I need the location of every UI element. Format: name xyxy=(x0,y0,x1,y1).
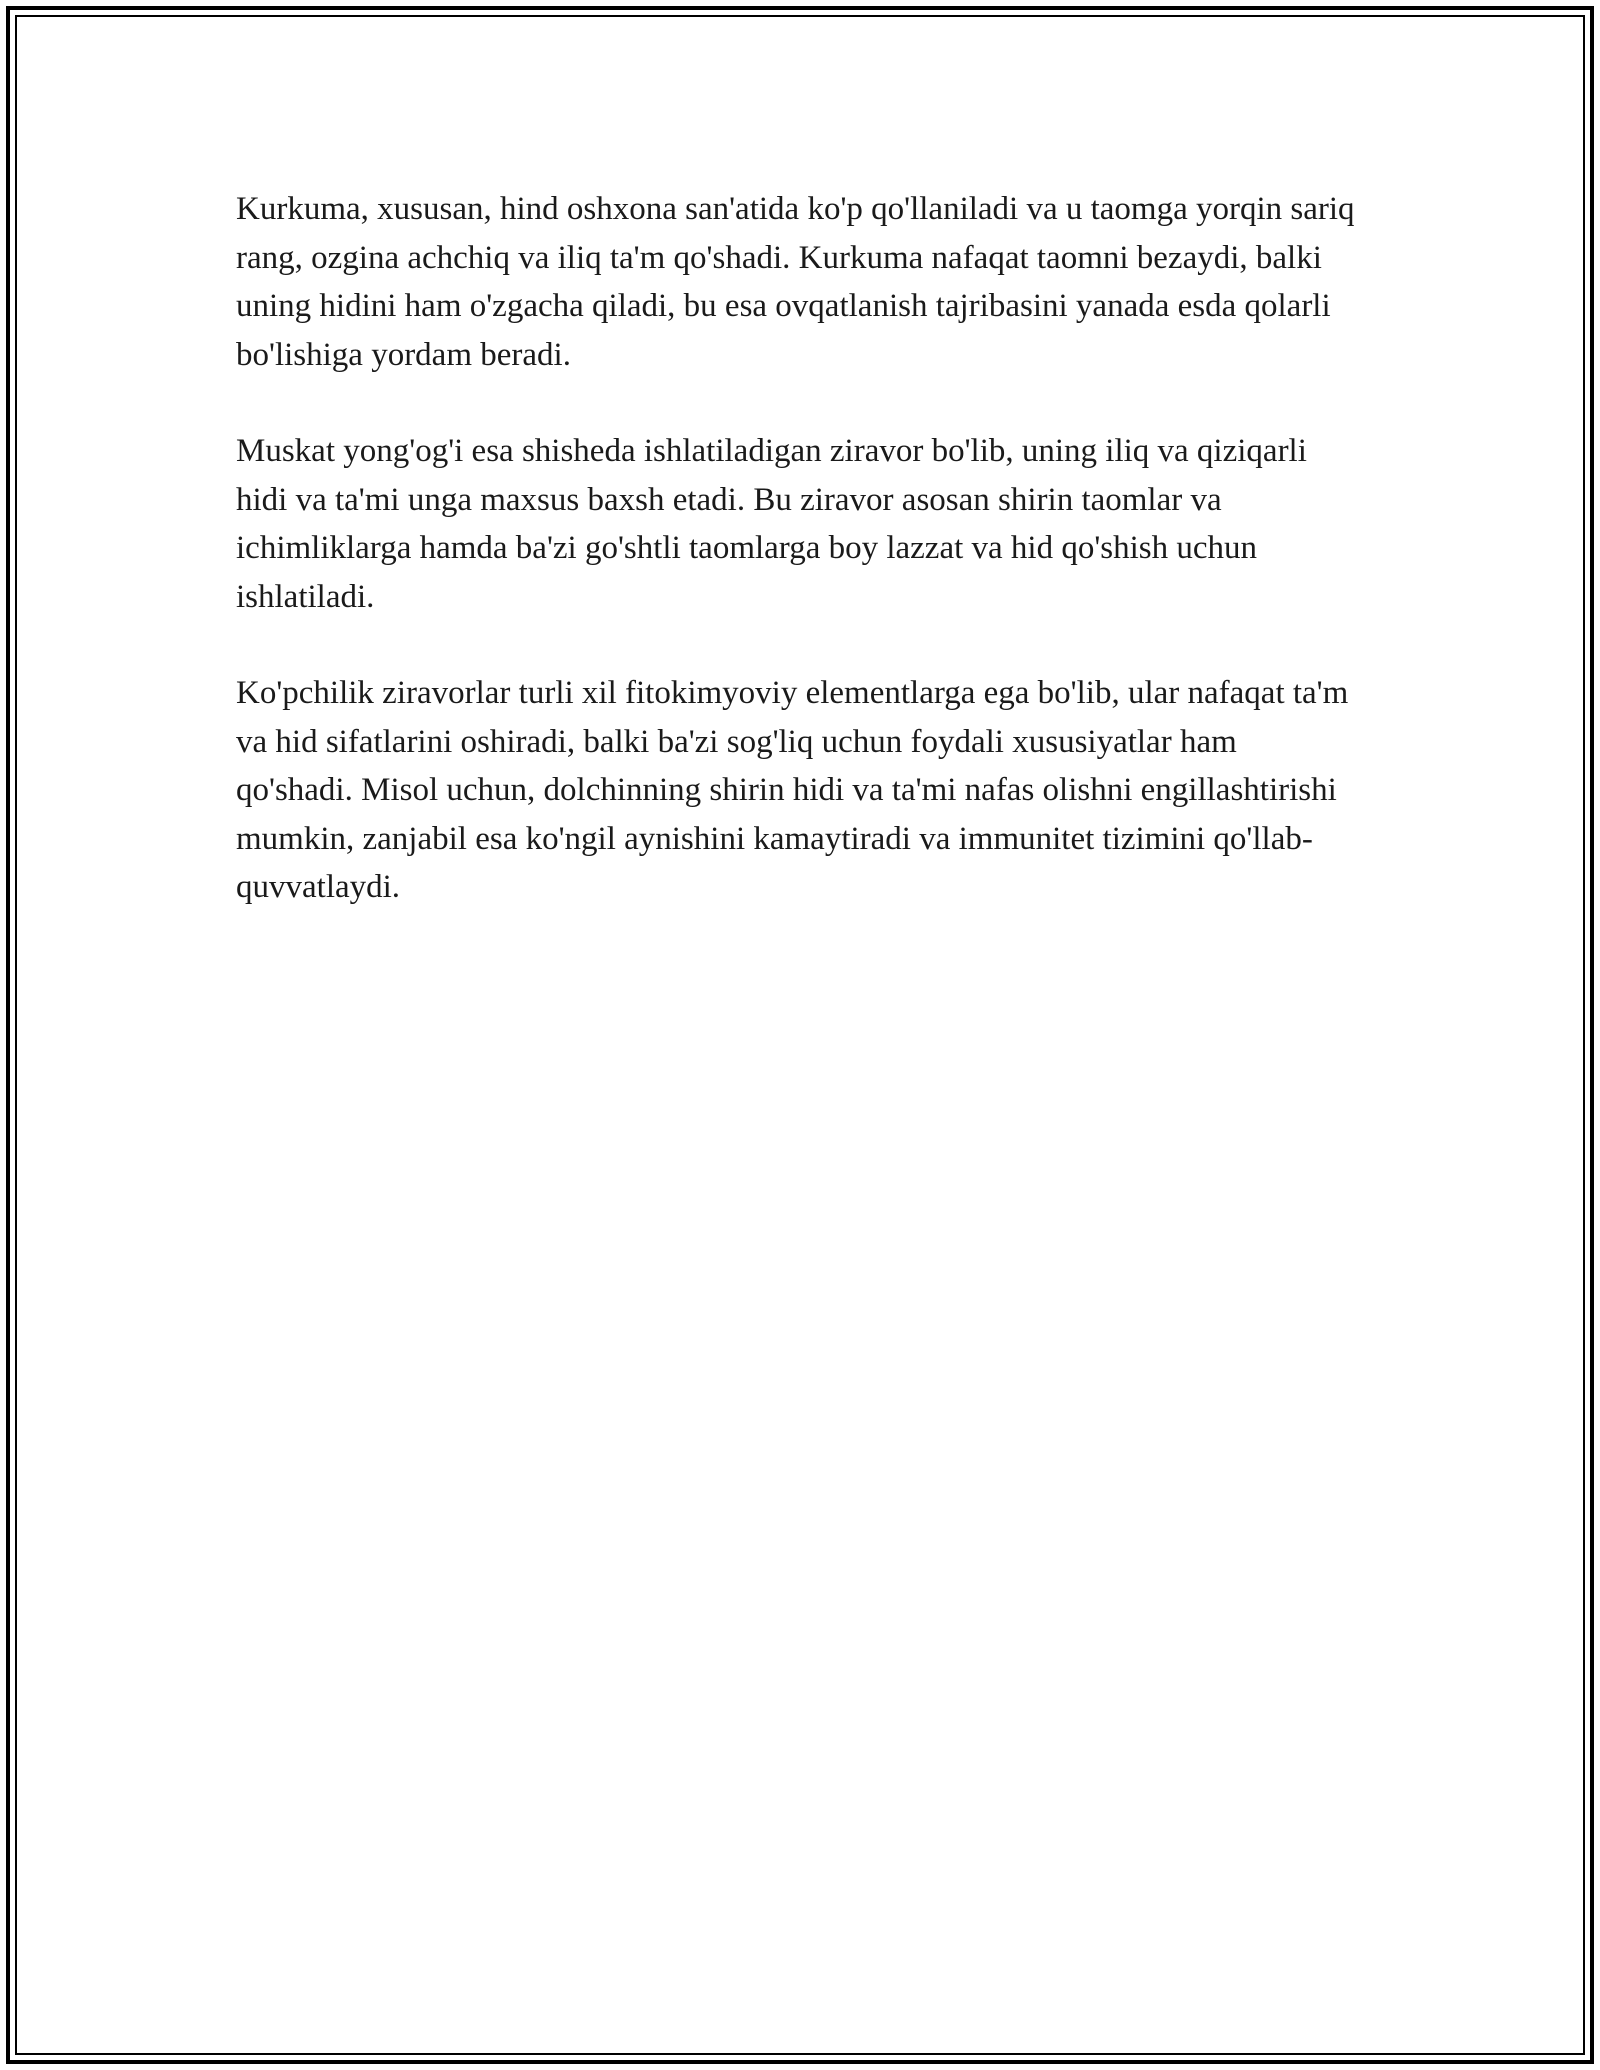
document-body xyxy=(236,185,1356,960)
paragraph-turmeric: Kurkuma, xususan, hind oshxona san'atida ko'p qo'llaniladi va u taomga yorqin sariq rang, ozgina achchiq va iliq ta'm qo'shadi. Kurkuma nafaqat taomni bezaydi, balki uning hidini ham o'zgacha qiladi, bu esa ovqatlanish tajribasini yanada esda qolarli bo'lishiga yordam beradi. xyxy=(236,191,1355,373)
paragraph-spices-health: Ko'pchilik ziravorlar turli xil fitokimyoviy elementlarga ega bo'lib, ular nafaqat ta'm va hid sifatlarini oshiradi, balki ba'zi sog'liq uchun foydali xususiyatlar ham qo'shadi. Misol uchun, dolchinning shirin hidi va ta'mi nafas olishni engillashtirishi mumkin, zanjabil esa ko'ngil aynishini kamaytiradi va immunitet tizimini qo'llab-quvvatlaydi. xyxy=(236,675,1349,905)
paragraph-nutmeg: Muskat yong'og'i esa shisheda ishlatiladigan ziravor bo'lib, uning iliq va qiziqarli hidi va ta'mi unga maxsus baxsh etadi. Bu ziravor asosan shirin taomlar va ichimliklarga hamda ba'zi go'shtli taomlarga boy lazzat va hid qo'shish uchun ishlatiladi. xyxy=(236,433,1307,615)
